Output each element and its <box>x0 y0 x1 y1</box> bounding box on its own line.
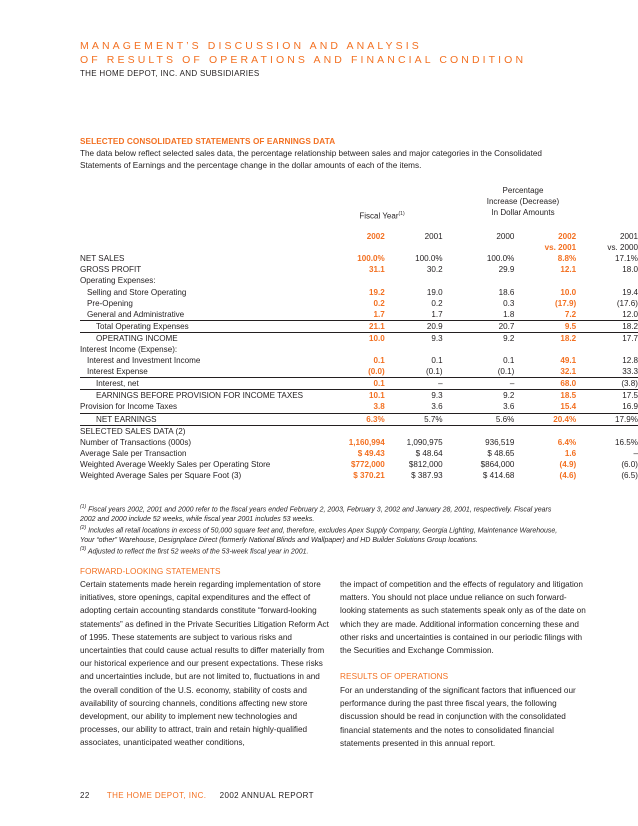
header-label-cell <box>80 231 303 242</box>
row-value-5: (6.0) <box>621 459 638 469</box>
footnote-3 <box>80 544 560 557</box>
row-value-4: 49.1 <box>560 356 577 366</box>
footnote-3-text: Adjusted to reflect the first 52 weeks of the 53-week fiscal year in 2001. <box>87 548 309 556</box>
footnote-2 <box>80 523 560 546</box>
row-value-4: 6.4% <box>557 437 577 447</box>
table-row <box>80 286 638 297</box>
fiscal-year-label: Fiscal Year <box>359 211 399 221</box>
row-label: Provision for Income Taxes <box>80 402 178 412</box>
row-value-4: 18.2 <box>514 332 576 344</box>
row-label: Interest, net <box>80 378 303 390</box>
row-value-3: 0.1 <box>503 356 515 366</box>
row-value-3: 29.9 <box>498 265 515 275</box>
page-heading-line-1: MANAGEMENT’S DISCUSSION AND ANALYSIS <box>80 40 422 52</box>
row-value-3: 9.2 <box>443 332 515 344</box>
table-row <box>80 309 638 321</box>
column-header-2002: 2002 <box>366 232 385 242</box>
row-label: Interest Income (Expense): <box>80 344 178 354</box>
column-header-vs-2001: vs. 2001 <box>544 243 577 253</box>
row-value-5: (3.8) <box>576 378 638 390</box>
row-value-1: 31.1 <box>368 265 385 275</box>
page-number: 22 <box>80 791 90 800</box>
row-value-2: 3.6 <box>431 402 443 412</box>
row-value-3: 9.2 <box>443 390 515 402</box>
percentage-change-header <box>468 185 578 218</box>
table-row <box>80 253 638 264</box>
row-value-4: 18.5 <box>514 390 576 402</box>
row-value-3: 5.6% <box>443 413 515 425</box>
row-value-1 <box>303 425 385 437</box>
row-value-1: 10.1 <box>303 390 385 402</box>
row-value-2: 5.7% <box>385 413 443 425</box>
row-value-5: 19.4 <box>622 287 638 297</box>
row-value-2: $ 387.93 <box>411 471 443 481</box>
row-value-1: 0.2 <box>373 298 385 308</box>
row-value-5: (17.6) <box>616 298 638 308</box>
row-value-2: – <box>385 378 443 390</box>
row-value-2 <box>385 275 443 286</box>
section-title: SELECTED CONSOLIDATED STATEMENTS OF EARNINGS DATA <box>80 137 336 146</box>
row-label: Selling and Store Operating <box>87 287 187 297</box>
row-value-1: $ 370.21 <box>353 471 385 481</box>
row-label: NET EARNINGS <box>80 413 303 425</box>
row-value-5: 18.0 <box>622 265 638 275</box>
row-label: SELECTED SALES DATA (2) <box>80 425 303 437</box>
row-value-4 <box>514 425 576 437</box>
row-value-4: (17.9) <box>555 298 577 308</box>
row-value-4: 8.8% <box>557 254 577 264</box>
row-value-1: 1,160,994 <box>348 437 385 447</box>
row-value-1: 1.7 <box>373 309 385 319</box>
footnote-1-mark: (1) <box>80 504 87 510</box>
row-value-5: – <box>633 448 638 458</box>
row-value-5: 17.9% <box>576 413 638 425</box>
row-value-1: 19.2 <box>368 287 385 297</box>
table-row <box>80 275 638 286</box>
column-header-pct-2001: 2001 <box>619 232 638 242</box>
pct-header-line-3: In Dollar Amounts <box>491 208 555 217</box>
row-label: General and Administrative <box>87 309 185 319</box>
table-subheader-row <box>80 242 638 253</box>
row-value-4 <box>514 275 576 286</box>
row-value-5: 12.8 <box>622 356 638 366</box>
footnote-2-text: Includes all retail locations in excess of 50,000 square feet and, therefore, excludes Apex Supply Company, Georgia Lighting, Maintenance Warehouse, Your “other” Warehouse, Designplace Direct (formerly National Blinds and Wallpaper) and HD Builder Solutions Group locations. <box>80 527 558 545</box>
row-value-1: $772,000 <box>350 459 385 469</box>
row-value-1 <box>303 344 385 355</box>
row-label: NET SALES <box>80 254 125 264</box>
forward-looking-right-text: the impact of competition and the effects of regulatory and litigation matters. You should not place undue reliance on such forward-looking statements as such statements speak only as of the date on which they are made. Additional information concerning these and other risks and uncertainties is contained in our periodic filings with the Securities and Exchange Commission. <box>340 580 586 656</box>
row-value-2: 0.2 <box>431 298 443 308</box>
row-value-2: 1,090,975 <box>406 437 443 447</box>
table-row <box>80 378 638 390</box>
row-value-2: 100.0% <box>415 254 443 264</box>
row-label: Pre-Opening <box>87 298 133 308</box>
footnote-3-mark: (3) <box>80 546 87 552</box>
row-label: Interest Expense <box>87 367 148 377</box>
earnings-data-table <box>80 231 638 481</box>
row-label: Weighted Average Weekly Sales per Operating Store <box>80 459 271 469</box>
forward-looking-title: FORWARD-LOOKING STATEMENTS <box>80 567 221 576</box>
row-value-4: (4.9) <box>559 459 577 469</box>
row-value-3: $ 414.68 <box>482 471 515 481</box>
row-value-5 <box>576 275 638 286</box>
page-heading-line-2: OF RESULTS OF OPERATIONS AND FINANCIAL CONDITION <box>80 54 527 66</box>
row-value-2: $ 48.64 <box>415 448 443 458</box>
column-header-2000: 2000 <box>496 232 515 242</box>
row-value-3: 936,519 <box>485 437 515 447</box>
row-value-5: 17.7 <box>576 332 638 344</box>
table-row <box>80 332 638 344</box>
subheader-blank-2 <box>385 242 443 253</box>
row-label: Average Sale per Transaction <box>80 448 187 458</box>
row-value-5: 17.5 <box>576 390 638 402</box>
row-value-2: 9.3 <box>385 390 443 402</box>
subheader-blank-1 <box>303 242 385 253</box>
row-value-2: 1.7 <box>431 309 443 319</box>
table-row <box>80 425 638 437</box>
pct-header-line-2: Increase (Decrease) <box>486 197 560 206</box>
pct-header-line-1: Percentage <box>502 186 544 195</box>
row-value-3 <box>443 425 515 437</box>
row-value-2: 9.3 <box>385 332 443 344</box>
row-value-3 <box>443 275 515 286</box>
row-value-5: 16.9 <box>622 402 638 412</box>
table-row <box>80 470 638 481</box>
row-value-4: (4.6) <box>559 471 577 481</box>
table-row <box>80 413 638 425</box>
row-value-2: 0.1 <box>431 356 443 366</box>
row-value-2: (0.1) <box>425 367 443 377</box>
row-value-2 <box>385 425 443 437</box>
row-value-1: 3.8 <box>373 402 385 412</box>
table-row <box>80 264 638 275</box>
row-label: Operating Expenses: <box>80 276 156 286</box>
row-value-4: 12.1 <box>560 265 577 275</box>
row-value-1: $ 49.43 <box>357 448 385 458</box>
section-intro: The data below reflect selected sales data, the percentage relationship between sales and major categories in the Consolidated Statements of Earnings and the percentage change in the dollar amounts of each of the items. <box>80 149 542 170</box>
row-value-3: (0.1) <box>497 367 515 377</box>
row-value-3: 20.7 <box>443 320 515 332</box>
row-value-3: 18.6 <box>498 287 515 297</box>
results-text: For an understanding of the significant factors that influenced our performance during the past three fiscal years, the following discussion should be read in conjunction with the consolidated financial statements and the notes to consolidated financial statements presented in this annual report. <box>340 686 576 748</box>
row-value-5 <box>576 344 638 355</box>
results-title: RESULTS OF OPERATIONS <box>340 672 449 681</box>
footer-company: THE HOME DEPOT, INC. <box>106 791 207 800</box>
row-value-2: 20.9 <box>385 320 443 332</box>
row-value-4: 20.4% <box>514 413 576 425</box>
fiscal-year-note: (1) <box>398 211 405 217</box>
row-value-5 <box>576 425 638 437</box>
table-row <box>80 298 638 309</box>
row-value-3: $ 48.65 <box>487 448 515 458</box>
fiscal-year-header <box>352 209 412 222</box>
row-value-4: 9.5 <box>514 320 576 332</box>
row-value-1: 10.0 <box>303 332 385 344</box>
row-value-1: 100.0% <box>357 254 385 264</box>
row-value-1: (0.0) <box>368 367 385 377</box>
row-value-3: 100.0% <box>486 254 515 264</box>
table-row <box>80 355 638 366</box>
row-label: EARNINGS BEFORE PROVISION FOR INCOME TAXES <box>80 390 303 402</box>
row-value-1: 6.3% <box>303 413 385 425</box>
footnote-2-mark: (2) <box>80 525 87 531</box>
row-value-4 <box>514 344 576 355</box>
row-value-4: 68.0 <box>514 378 576 390</box>
table-row <box>80 344 638 355</box>
row-value-2: 19.0 <box>426 287 443 297</box>
table-row <box>80 366 638 378</box>
row-value-5: 17.1% <box>615 254 638 264</box>
page-footer <box>80 791 314 800</box>
row-value-1 <box>303 275 385 286</box>
column-header-pct-2002: 2002 <box>558 232 577 242</box>
footnote-1 <box>80 502 560 525</box>
row-value-5: 33.3 <box>622 367 638 377</box>
row-value-4: 32.1 <box>560 367 577 377</box>
row-value-3: 3.6 <box>503 402 515 412</box>
row-value-1: 0.1 <box>373 356 385 366</box>
table-row <box>80 390 638 402</box>
row-value-3: 0.3 <box>503 298 515 308</box>
row-value-4: 10.0 <box>560 287 577 297</box>
row-value-4: 15.4 <box>560 402 577 412</box>
row-label: Total Operating Expenses <box>80 320 303 332</box>
row-value-3: $864,000 <box>480 459 515 469</box>
row-value-1: 21.1 <box>303 320 385 332</box>
footnote-1-text: Fiscal years 2002, 2001 and 2000 refer to the fiscal years ended February 2, 2003, February 3, 2002 and January 28, 2001, respectively. Fiscal years 2002 and 2000 include 52 weeks, while fiscal year 2001 includes 53 weeks. <box>80 506 552 524</box>
row-label: GROSS PROFIT <box>80 265 142 275</box>
row-label: OPERATING INCOME <box>80 332 303 344</box>
row-value-4: 7.2 <box>564 309 577 319</box>
row-value-5: 18.2 <box>576 320 638 332</box>
subheader-blank-3 <box>443 242 515 253</box>
row-label: Interest and Investment Income <box>87 356 201 366</box>
table-row <box>80 320 638 332</box>
row-value-1: 0.1 <box>303 378 385 390</box>
row-value-3 <box>443 344 515 355</box>
row-value-4: 1.6 <box>564 448 577 458</box>
column-header-vs-2000: vs. 2000 <box>607 243 638 253</box>
forward-looking-left-text: Certain statements made herein regarding implementation of store initiatives, store openings, capital expenditures and the effect of adopting certain accounting standards constitute “forward-looking statements” as defined in the Private Securities Litigation Reform Act of 1995. These statements are subject to various risks and uncertainties that could cause actual results to differ materially from our historical experience and our present expectations. These risks and uncertainties include, but are not limited to, fluctuations in and the overall condition of the U.S. economy, stability of costs and availability of sourcing channels, conditions affecting new store development, our ability to implement new technologies and processes, our ability to attract, train and retain highly-qualified associates, unanticipated weather conditions, <box>80 580 329 748</box>
table-row <box>80 401 638 413</box>
row-value-5: 12.0 <box>622 309 638 319</box>
row-label: Number of Transactions (000s) <box>80 437 192 447</box>
row-value-2 <box>385 344 443 355</box>
row-value-5: (6.5) <box>621 471 638 481</box>
row-label: Weighted Average Sales per Square Foot (3) <box>80 471 242 481</box>
row-value-2: $812,000 <box>408 459 443 469</box>
row-value-3: 1.8 <box>503 309 515 319</box>
row-value-5: 16.5% <box>615 437 638 447</box>
footer-report: 2002 ANNUAL REPORT <box>219 791 314 800</box>
row-value-3: – <box>443 378 515 390</box>
subheader-label-cell <box>80 242 303 253</box>
column-header-2001: 2001 <box>424 232 443 242</box>
table-row <box>80 437 638 448</box>
page-subtitle: THE HOME DEPOT, INC. AND SUBSIDIARIES <box>80 69 260 78</box>
table-row <box>80 459 638 470</box>
row-value-2: 30.2 <box>426 265 443 275</box>
table-row <box>80 448 638 459</box>
table-header-row <box>80 231 638 242</box>
